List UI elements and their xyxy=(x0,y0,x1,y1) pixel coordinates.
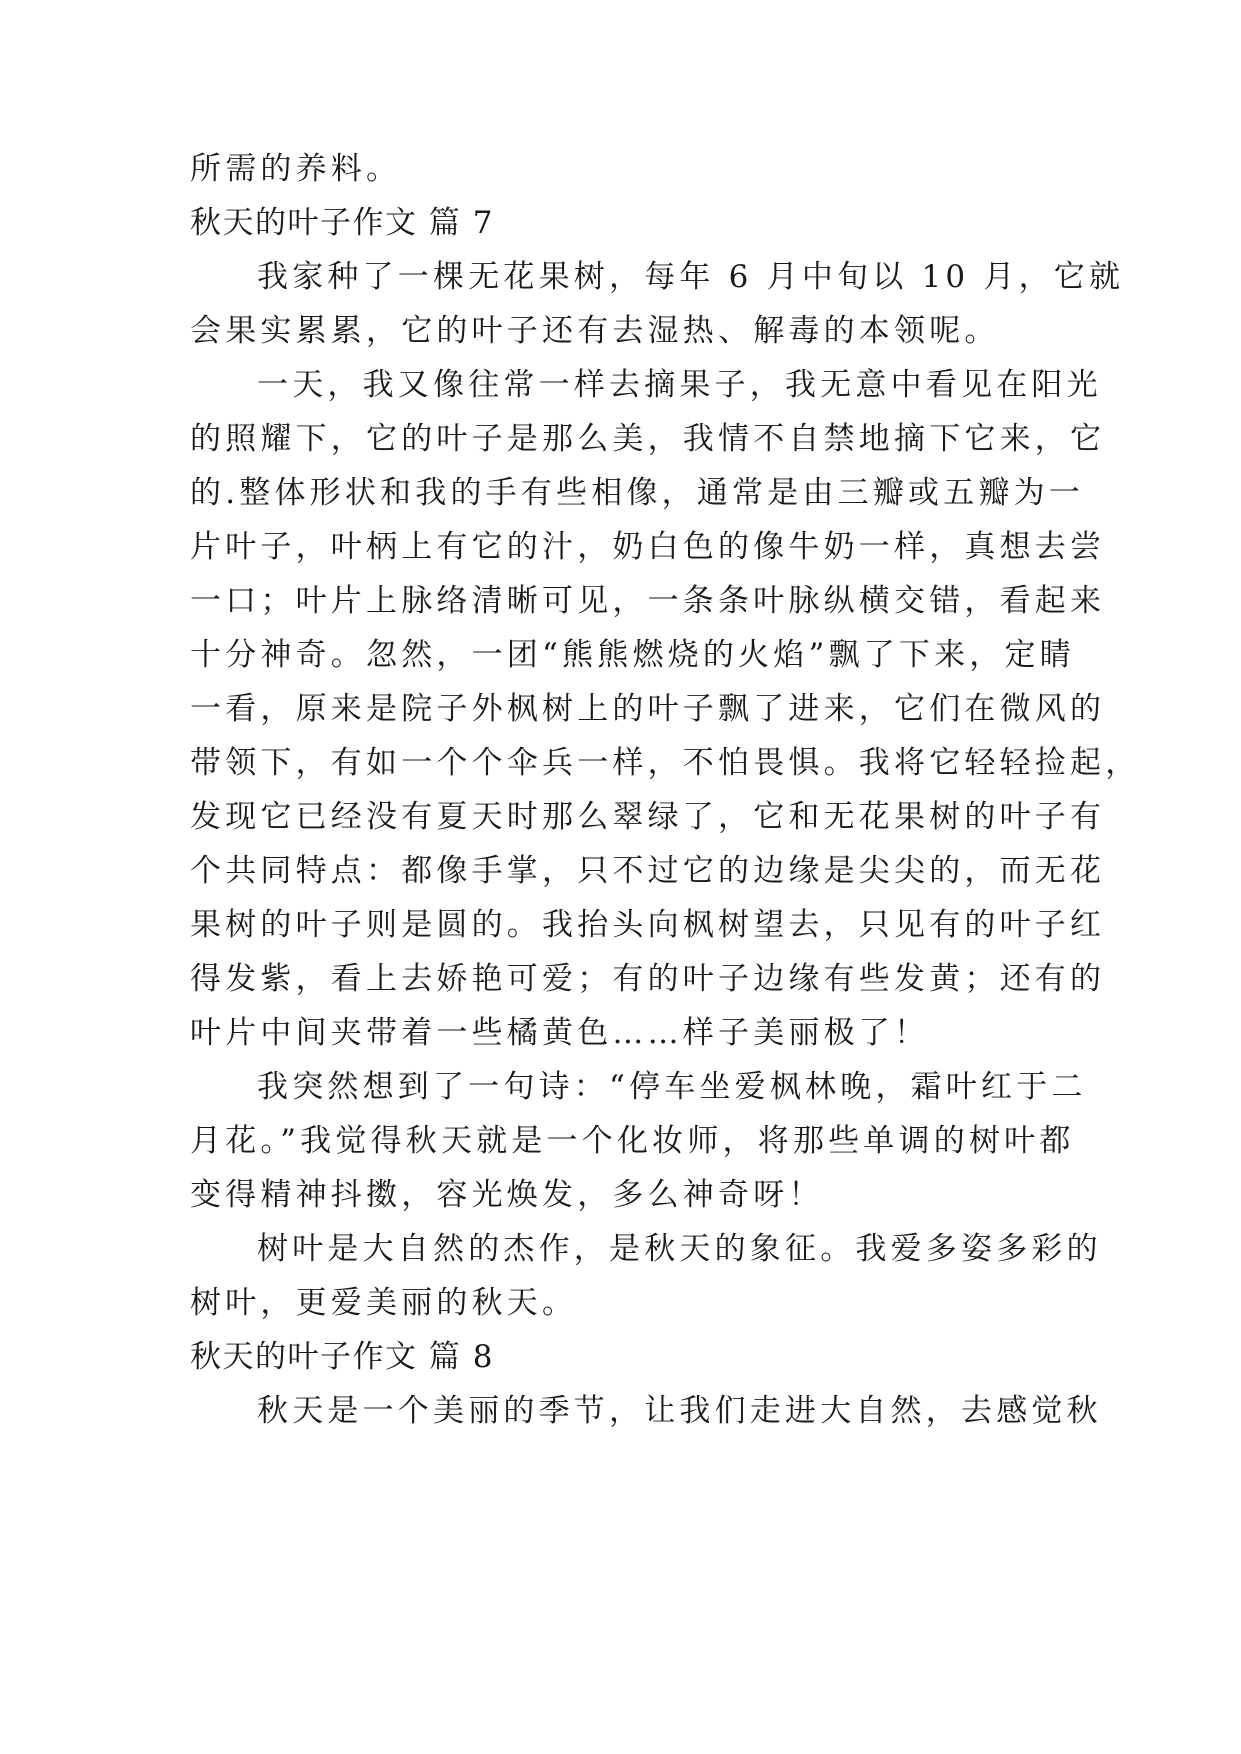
text-line: 一口；叶片上脉络清晰可见，一条条叶脉纵横交错，看起来 xyxy=(190,583,1106,619)
paragraph-line: 树叶是大自然的杰作，是秋天的象征。我爱多姿多彩的 xyxy=(257,1231,1102,1267)
text-line: 树叶，更爱美丽的秋天。 xyxy=(190,1285,578,1321)
paragraph-line: 一天，我又像往常一样去摘果子，我无意中看见在阳光 xyxy=(257,367,1102,403)
text-line: 个共同特点：都像手掌，只不过它的边缘是尖尖的，而无花 xyxy=(190,853,1106,889)
paragraph-line: 我家种了一棵无花果树，每年 6 月中旬以 10 月，它就 xyxy=(257,259,1125,295)
text-line: 的照耀下，它的叶子是那么美，我情不自禁地摘下它来，它 xyxy=(190,421,1106,457)
text-line: 果树的叶子则是圆的。我抬头向枫树望去，只见有的叶子红 xyxy=(190,907,1106,943)
text-line: 所需的养料。 xyxy=(190,151,402,187)
text-line: 的.整体形状和我的手有些相像，通常是由三瓣或五瓣为一 xyxy=(190,475,1085,511)
text-line: 叶片中间夹带着一些橘黄色……样子美丽极了！ xyxy=(190,1015,930,1051)
paragraph-line: 我突然想到了一句诗：“停车坐爱枫林晚，霜叶红于二 xyxy=(257,1069,1087,1105)
text-line: 会果实累累，它的叶子还有去湿热、解毒的本领呢。 xyxy=(190,313,1000,349)
text-line: 带领下，有如一个个伞兵一样，不怕畏惧。我将它轻轻捡起， xyxy=(190,745,1141,781)
text-line: 一看，原来是院子外枫树上的叶子飘了进来，它们在微风的 xyxy=(190,691,1106,727)
text-line: 得发紫，看上去娇艳可爱；有的叶子边缘有些发黄；还有的 xyxy=(190,961,1106,997)
text-line: 片叶子，叶柄上有它的汁，奶白色的像牛奶一样，真想去尝 xyxy=(190,529,1106,565)
paragraph-line: 秋天是一个美丽的季节，让我们走进大自然，去感觉秋 xyxy=(257,1393,1102,1429)
text-line: 变得精神抖擞，容光焕发，多么神奇呀！ xyxy=(190,1177,824,1213)
text-line: 十分神奇。忽然，一团“熊熊燃烧的火焰”飘了下来，定睛 xyxy=(190,637,1075,673)
section-heading: 秋天的叶子作文 篇 8 xyxy=(190,1339,494,1375)
text-line: 月花。”我觉得秋天就是一个化妆师，将那些单调的树叶都 xyxy=(190,1123,1075,1159)
text-line: 发现它已经没有夏天时那么翠绿了，它和无花果树的叶子有 xyxy=(190,799,1106,835)
section-heading: 秋天的叶子作文 篇 7 xyxy=(190,205,494,241)
